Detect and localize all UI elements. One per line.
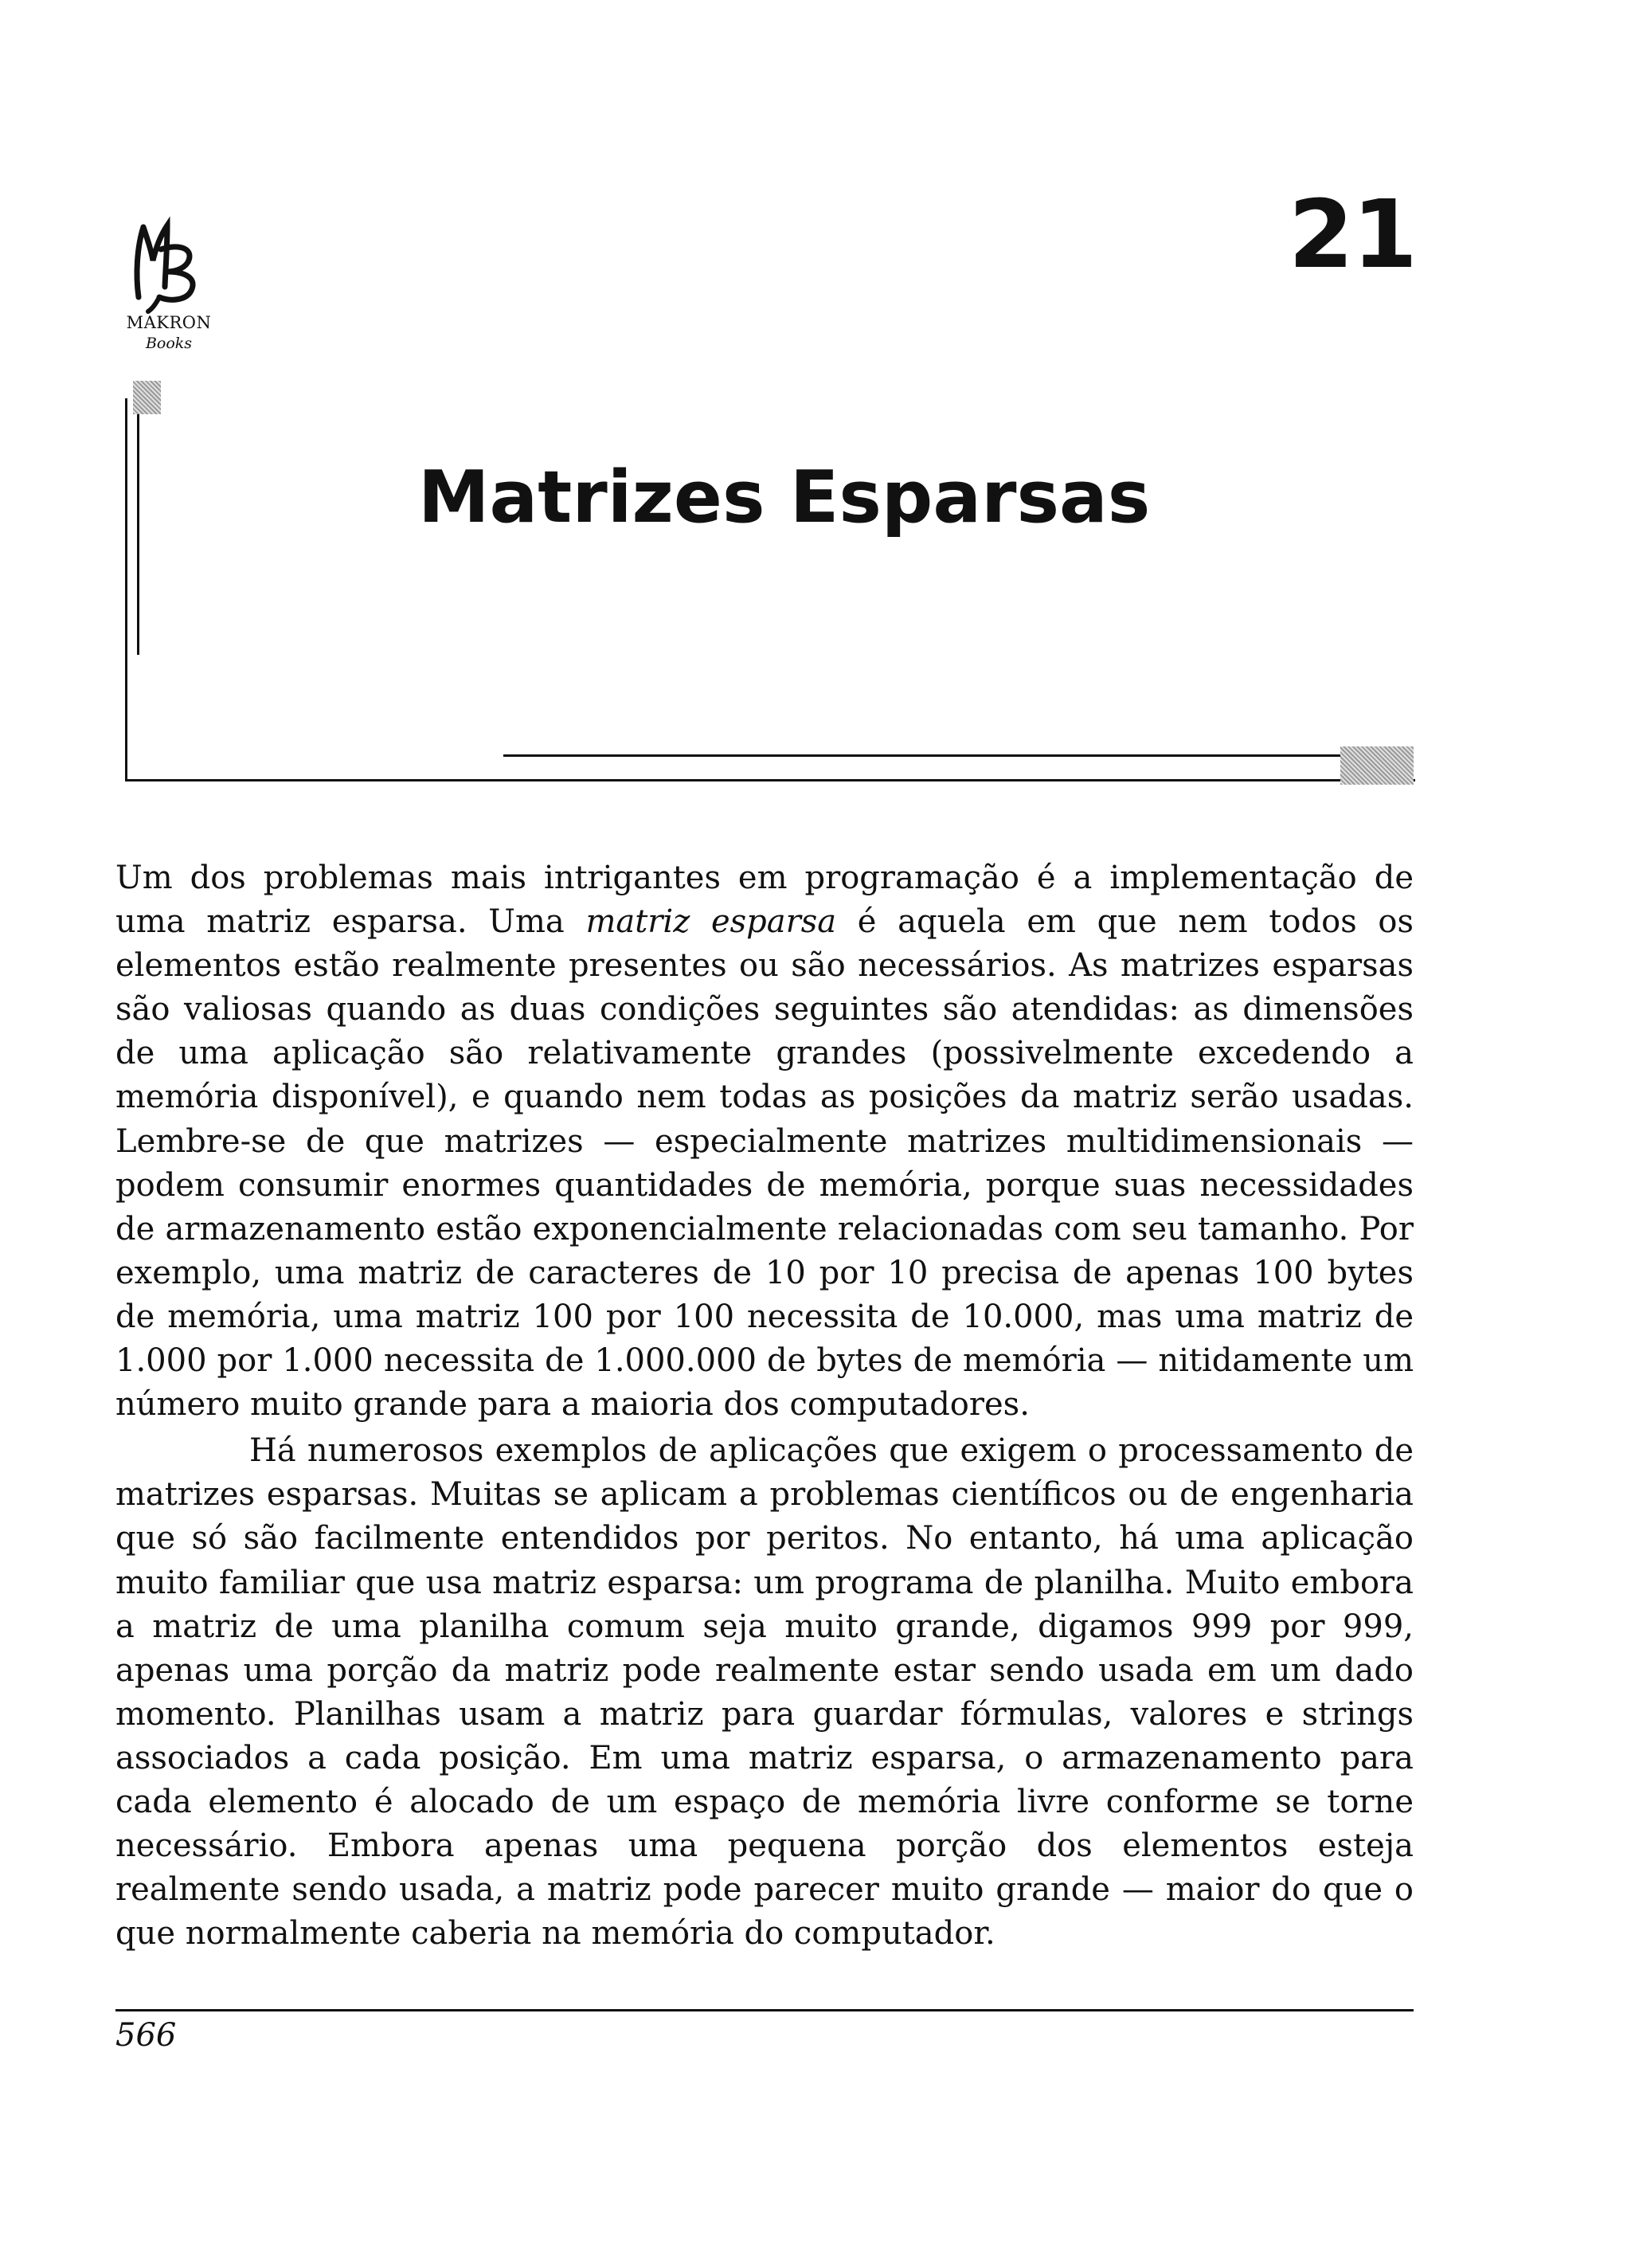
chapter-body [115, 856, 1414, 1956]
chapter-title: Matrizes Esparsas [418, 456, 1151, 539]
frame-horizontal-bottom [125, 779, 1415, 781]
page-number: 566 [115, 2017, 177, 2054]
paragraph-2: Há numerosos exemplos de aplicações que exigem o processamento de matrizes esparsas. Muitas se aplicam a problemas científicos ou de engenharia que só são facilmente entendidos por peritos. No entanto, há uma aplicação muito familiar que usa matriz esparsa: um programa de planilha. Muito embora a matriz de uma planilha comum seja muito grande, digamos 999 por 999, apenas uma porção da matriz pode realmente estar sendo usada em um dado momento. Planilhas usam a matriz para guardar fórmulas, valores e strings associados a cada posição. Em uma matriz esparsa, o armazenamento para cada elemento é alocado de um espaço de memória livre conforme se torne necessário. Embora apenas uma pequena porção dos elementos esteja realmente sendo usada, a matriz pode parecer muito grande — maior do que o que normalmente caberia na memória do computador. [115, 1432, 1414, 1953]
chapter-number: 21 [1288, 179, 1416, 289]
paragraph-1 [115, 856, 1414, 1427]
paragraph-1-emphasis: matriz esparsa [585, 903, 837, 941]
logo-name: MAKRON [126, 313, 212, 332]
frame-corner-bottom-right [1340, 746, 1414, 785]
frame-corner-top [133, 381, 161, 414]
paragraph-1-text-b: é aquela em que nem todos os elementos estão realmente presentes ou são necessários. As matrizes esparsas são valiosas quando as duas condições seguintes são atendidas: as dimensões de uma aplicação são relativamente grandes (possivelmente excedendo a memória disponível), e quando nem todas as posições da matriz serão usadas. Lembre-se de que matrizes — especialmente matrizes multidimensionais — podem consumir enormes quantidades de memória, porque suas necessidades de armazenamento estão exponencialmente relacionadas com seu tamanho. Por exemplo, uma matriz de caracteres de 10 por 10 precisa de apenas 100 bytes de memória, uma matriz 100 por 100 necessita de 10.000, mas uma matriz de 1.000 por 1.000 necessita de 1.000.000 de bytes de memória — nitidamente um número muito grande para a maioria dos computadores. [115, 903, 1414, 1424]
frame-vertical-inner [137, 414, 139, 655]
paragraph-1-text-a: Um dos problemas mais intrigantes em programação é a implementação de uma matriz esparsa. Uma [115, 860, 1414, 941]
publisher-logo [121, 203, 217, 354]
makron-mb-monogram [121, 203, 217, 315]
frame-vertical-outer [125, 398, 127, 781]
logo-sub: Books [145, 335, 193, 352]
frame-horizontal-upper [503, 754, 1341, 757]
footer-rule [115, 2009, 1414, 2011]
